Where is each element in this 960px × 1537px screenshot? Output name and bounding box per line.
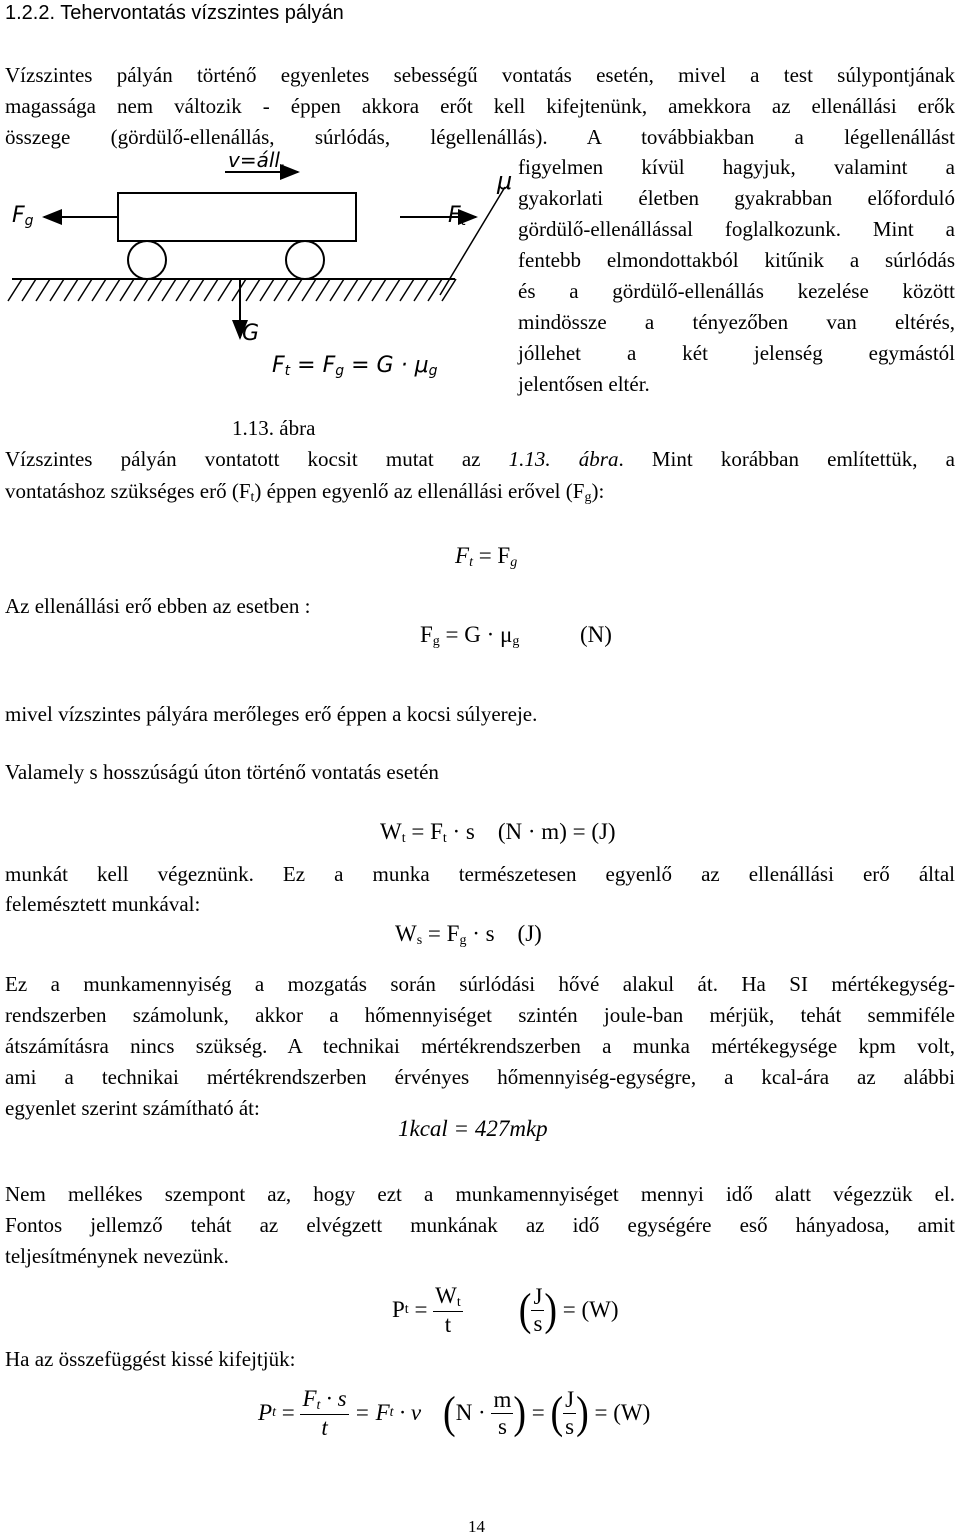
para2-text: ) éppen egyenlő az ellenállási erővel (F [254,479,585,503]
ft-label-sub: t [460,213,467,229]
eq-part: t [444,1311,452,1337]
eq-sub: s [416,933,423,948]
equation-power [392,1270,619,1350]
para2-line-1 [5,444,955,475]
para2-text: Vízszintes pályán vontatott kocsit mutat az [5,447,509,471]
side-text-line: mindössze a tényezőben van eltérés, [518,310,955,334]
side-text-line: jelentősen eltér. [518,372,650,396]
formula-part: F [272,353,285,378]
equation-fg-unit: (N) [580,622,612,647]
para6-line: egyenlet szerint számítható át: [5,1096,260,1120]
side-text-line: fentebb elmondottakból kitűnik a súrlódás [518,248,955,272]
eq-sub: t [401,831,406,846]
intro-line-2: magassága nem változik - éppen akkora erőt kell kifejtenünk, amekkora az ellenállási erők [5,94,955,118]
para8: Ha az összefüggést kissé kifejtjük: [5,1347,296,1371]
eq-paren: ( [550,1387,564,1439]
equation-work-s [395,921,542,949]
eq-part: = (W) [588,1400,651,1425]
para7 [5,1179,955,1272]
para2-text: ): [591,479,605,503]
figure-caption: 1.13. ábra [232,416,316,440]
para6-line: Ez a munkamennyiség a mozgatás során súrlódási hővé alakul át. Ha SI mértékegység- [5,972,955,996]
eq-sub: t [272,1405,276,1420]
formula-sub: g [335,363,345,379]
ft-label-letter: F [448,203,461,228]
side-text-line: jóllehet a két jelenség egymástól [518,341,955,365]
eq-sub: g [512,634,520,649]
g-label: G [242,321,260,346]
para5-line-2: felemésztett munkával: [5,892,201,916]
para2-text: . Mint korábban említettük, a [618,447,955,471]
para2-sub: t [250,490,255,505]
velocity-label: v=áll. [228,148,287,172]
eq-part: · s (J) [466,921,542,946]
formula-part: = G · μ [344,353,429,378]
eq-sub: t [316,1397,321,1413]
para2-text: vontatáshoz szükséges erő (F [5,479,251,503]
eq-part: W [380,819,402,844]
eq-paren: ) [513,1387,527,1439]
page-number: 14 [468,1517,485,1536]
eq-part: · v [393,1400,422,1425]
eq-part: · s (N · m) = (J) [446,819,616,844]
eq-part: m [493,1386,512,1412]
wheel-left [128,241,166,279]
eq-part: s [497,1413,507,1439]
eq-part: = F [405,819,443,844]
intro-line-1: Vízszintes pályán történő egyenletes sebességű vontatás esetén, mivel a test súlypontjának [5,63,955,87]
cart-body [118,193,356,241]
eq-sub: g [510,555,518,570]
fraction-work-time [433,1283,463,1338]
eq-paren: ( [443,1387,456,1439]
equation-ft-fg [455,543,517,571]
fg-label [12,203,34,229]
fraction-j-s-2 [563,1387,576,1440]
side-text-line: gördülő-ellenállással foglalkozunk. Mint a [518,217,955,241]
para6-line: átszámításra nincs szükség. A technikai mértékrendszerben a munka mértékegysége kpm volt, [5,1034,955,1058]
eq-part: t [321,1414,328,1440]
para4: Valamely s hosszúságú úton történő vontatás esetén [5,760,439,784]
para6 [5,969,955,1124]
eq-sub: t [404,1302,409,1317]
eq-sub: g [432,634,440,649]
eq-part: F [302,1385,317,1411]
eq-sub: t [442,831,447,846]
eq-sub: g [459,933,467,948]
eq-part: = [408,1297,434,1322]
fg-label-sub: g [24,213,34,229]
side-text-line: figyelmen kívül hagyjuk, valamint a [518,155,955,179]
intro-line-3: összege (gördülő-ellenállás, súrlódás, légellenállás). A továbbiakban a légellenállást [5,125,955,149]
ground-hatching [8,279,456,301]
section-heading: 1.2.2. Tehervontatás vízszintes pályán [5,2,344,24]
eq-part: F [420,622,433,647]
eq-part: · s [320,1385,347,1411]
para5-line-1: munkát kell végeznünk. Ez a munka természetesen egyenlő az ellenállási erő által [5,862,955,886]
equation-fg [420,622,519,650]
para7-line: Fontos jellemző tehát az elvégzett munkának az idő egységére eső hányadosa, amit [5,1213,955,1237]
eq-part: s [533,1310,543,1336]
eq-part: = [275,1400,301,1425]
eq-part: N · [455,1400,492,1425]
eq-part: P [392,1297,405,1322]
eq-part: = G · μ [439,622,513,647]
para7-line: teljesítménynek nevezünk. [5,1244,229,1268]
side-text-line: és a gördülő-ellenállás kezelése között [518,279,955,303]
wheel-right [286,241,324,279]
eq-part: = F [348,1400,390,1425]
figure-ref: 1.13. ábra [508,447,619,471]
para6-line: rendszerben számolunk, akkor a hőmennyiséget szintén joule-ban mérjük, tehát semmiféle [5,1003,955,1027]
equation-work-t [380,819,616,847]
formula-part: = F [290,353,336,378]
formula-sub: g [428,363,438,379]
eq-sub: t [456,1294,461,1310]
eq-paren: ) [576,1387,589,1439]
para2-line-2 [5,476,604,513]
cart-figure [0,145,520,395]
fraction-force-distance-time [300,1386,348,1441]
eq-part: P [258,1400,273,1425]
eq-part: F [455,543,470,568]
ft-label [448,203,466,229]
eq-paren: ( [518,1284,532,1336]
equation-power-expanded [258,1372,650,1454]
para7-line: Nem mellékes szempont az, hogy ezt a munkamennyiséget mennyi idő alatt végezzük el. [5,1182,955,1206]
fraction-j-s [531,1284,544,1337]
resist-label: Az ellenállási erő ebben az esetben : [5,594,311,618]
eq-part: = (W) [557,1297,619,1322]
eq-part: J [533,1283,543,1309]
eq-part: J [565,1386,575,1412]
fraction-m-s [491,1387,513,1440]
eq-part: W [395,921,417,946]
eq-paren: ) [544,1284,558,1336]
equation-kcal: 1kcal = 427mkp [398,1116,548,1141]
eq-part: s [565,1413,575,1439]
para6-line: ami a technikai mértékrendszerben érvényes hőmennyiség-egységre, a kcal-ára az alábbi [5,1065,955,1089]
para2-sub: g [584,490,592,505]
eq-sub: t [389,1405,394,1420]
fg-label-letter: F [12,203,25,228]
eq-part: = [526,1400,551,1425]
eq-part: = F [472,543,511,568]
eq-part: = F [422,921,460,946]
figure-formula [272,353,437,379]
formula-sub: t [284,363,291,379]
side-text-line: gyakorlati életben gyakrabban előforduló [518,186,955,210]
mu-label: μ [497,167,513,195]
side-text [518,152,955,400]
eq-sub: t [469,555,473,570]
para3: mivel vízszintes pályára merőleges erő éppen a kocsi súlyereje. [5,702,538,726]
cart-diagram [0,145,520,395]
eq-part: W [435,1282,457,1308]
